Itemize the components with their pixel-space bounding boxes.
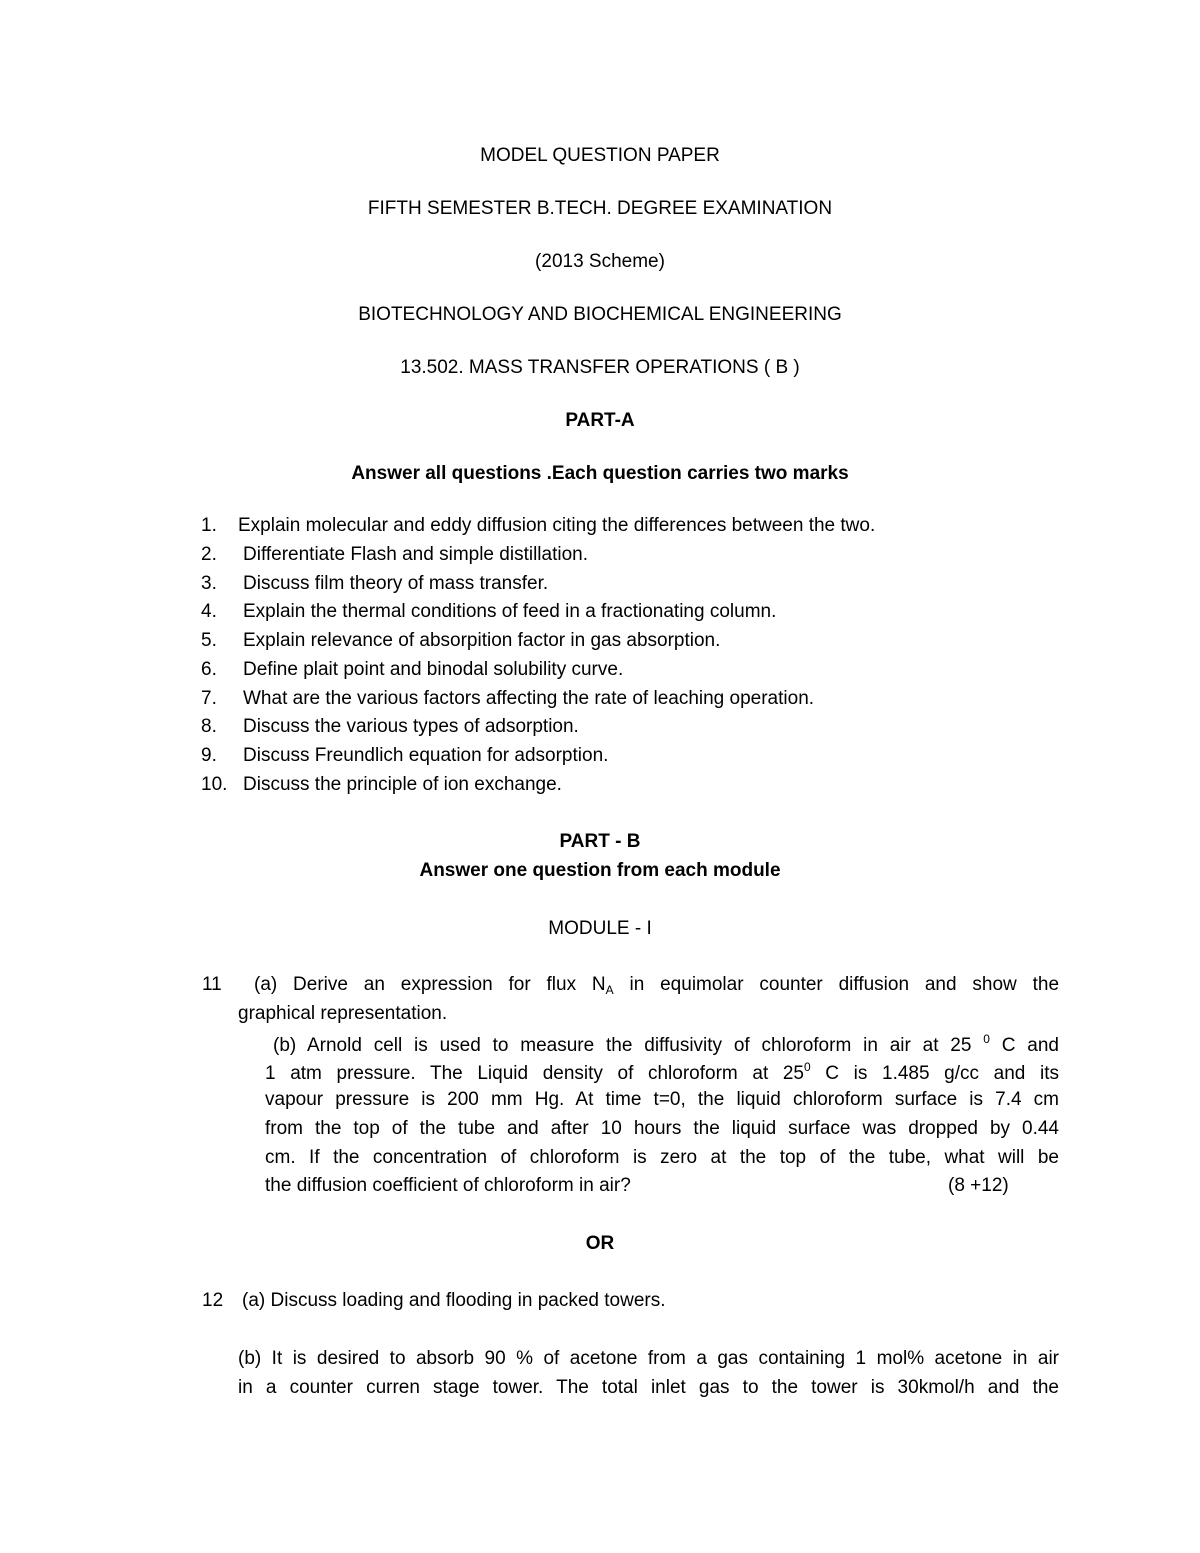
module-heading: MODULE - I	[548, 918, 652, 939]
question-11b-text-cont: C is 1.485 g/cc and its	[810, 1063, 1059, 1084]
question-text: Discuss film theory of mass transfer.	[243, 573, 549, 594]
course-title: 13.502. MASS TRANSFER OPERATIONS ( B )	[400, 357, 800, 378]
question-number: 12	[202, 1290, 224, 1311]
question-number: 11	[202, 974, 222, 995]
question-12b-line-2: in a counter curren stage tower. The total inlet gas to the tower is 30kmol/h and the	[238, 1377, 1059, 1398]
scheme: (2013 Scheme)	[535, 251, 665, 272]
question-12a-text: (a) Discuss loading and flooding in packed towers.	[242, 1290, 666, 1311]
question-number: 3.	[201, 573, 217, 594]
question-number: 7.	[201, 688, 217, 709]
question-number: 8.	[201, 716, 217, 737]
question-11b-line-4: from the top of the tube and after 10 hours the liquid surface was dropped by 0.44	[265, 1118, 1059, 1139]
question-text: Discuss Freundlich equation for adsorption.	[243, 745, 609, 766]
question-text: Explain molecular and eddy diffusion citing the differences between the two.	[238, 515, 876, 536]
question-number: 6.	[201, 659, 217, 680]
question-text: What are the various factors affecting the rate of leaching operation.	[243, 688, 815, 709]
question-text: Explain relevance of absorpition factor in gas absorption.	[243, 630, 721, 651]
question-11b-line-6: the diffusion coefficient of chloroform in air?	[265, 1175, 631, 1196]
question-11a-text: (a) Derive an expression for flux N	[254, 974, 606, 995]
superscript: 0	[803, 1060, 811, 1074]
marks-allocation: (8 +12)	[948, 1175, 1009, 1196]
question-11b-line-5: cm. If the concentration of chloroform is zero at the top of the tube, what will be	[265, 1147, 1059, 1168]
question-11b-text: (b) Arnold cell is used to measure the diffusivity of chloroform in air at 25	[273, 1035, 984, 1056]
question-11a-line-2: graphical representation.	[238, 1003, 448, 1024]
part-a-title: PART-A	[565, 410, 635, 431]
part-b-instruction: Answer one question from each module	[419, 860, 781, 881]
question-number: 9.	[201, 745, 217, 766]
department: BIOTECHNOLOGY AND BIOCHEMICAL ENGINEERING	[358, 304, 842, 325]
question-11b-line-1	[273, 1032, 1059, 1057]
question-11b-text: 1 atm pressure. The Liquid density of chloroform at 25	[265, 1063, 804, 1084]
question-text: Differentiate Flash and simple distillation.	[243, 544, 588, 565]
question-text: Explain the thermal conditions of feed in a fractionating column.	[243, 601, 777, 622]
question-11a-line-1	[254, 974, 1059, 997]
question-11a-text-cont: in equimolar counter diffusion and show the	[613, 974, 1060, 995]
subscript: A	[605, 983, 614, 997]
part-b-title: PART - B	[559, 831, 641, 852]
question-12b-line-1: (b) It is desired to absorb 90 % of acetone from a gas containing 1 mol% acetone in air	[238, 1348, 1059, 1369]
part-a-instruction: Answer all questions .Each question carries two marks	[351, 463, 849, 484]
question-number: 1.	[201, 515, 217, 536]
question-text: Define plait point and binodal solubility curve.	[243, 659, 624, 680]
superscript: 0	[983, 1032, 990, 1046]
paper-title: MODEL QUESTION PAPER	[480, 145, 720, 166]
question-text: Discuss the various types of adsorption.	[243, 716, 579, 737]
question-11b-line-2	[265, 1060, 1059, 1085]
question-number: 4.	[201, 601, 217, 622]
or-separator: OR	[585, 1233, 615, 1254]
question-text: Discuss the principle of ion exchange.	[243, 774, 562, 795]
question-11b-text-cont: C and	[989, 1035, 1059, 1056]
question-11b-line-3: vapour pressure is 200 mm Hg. At time t=0, the liquid chloroform surface is 7.4 cm	[265, 1089, 1059, 1110]
question-number: 2.	[201, 544, 217, 565]
question-number: 10.	[201, 774, 228, 795]
exam-title: FIFTH SEMESTER B.TECH. DEGREE EXAMINATION	[367, 198, 833, 219]
question-number: 5.	[201, 630, 217, 651]
